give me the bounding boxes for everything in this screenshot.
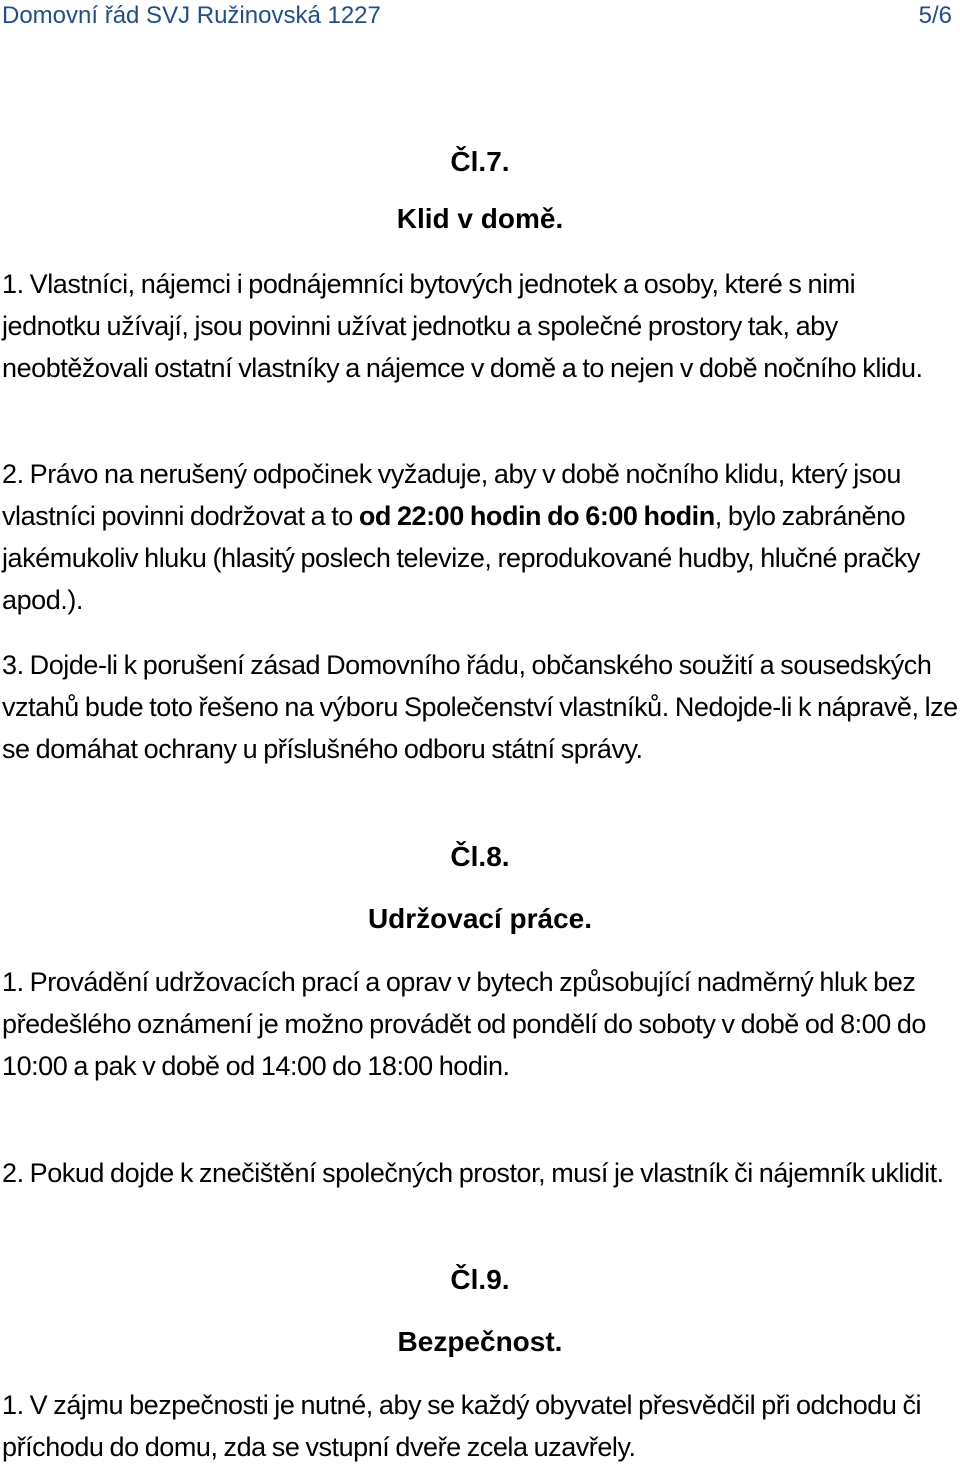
article-7-title: Klid v domě. [396,203,564,234]
article-7-paragraph-1: 1. Vlastníci, nájemci i podnájemníci bytových jednotek a osoby, které s nimi jednotku užívají, jsou povinni užívat jednotku a společné prostory tak, aby neobtěžovali ostatní vlastníky a nájemce v domě a to nejen v době nočního klidu. [2,269,923,383]
article-8-number: Čl.8. [450,841,510,872]
article-9-number: Čl.9. [450,1264,510,1295]
article-9-paragraph-1: 1. V zájmu bezpečnosti je nutné, aby se každý obyvatel přesvědčil při odchodu či příchodu do domu, zda se vstupní dveře zcela uzavřely. [2,1390,922,1462]
article-7-paragraph-2-text-end: , bylo zabráněno jakémukoliv hluku (hlasitý poslech televize, reprodukované hudby, hlučné pračky apod.). [2,501,920,615]
running-header [0,0,960,36]
article-8-paragraph-2: 2. Pokud dojde k znečištění společných prostor, musí je vlastník či nájemník uklidit. [2,1158,944,1188]
article-7-paragraph-2-text-start: 2. Právo na nerušený odpočinek vyžaduje, aby v době nočního klidu, který jsou vlastníci povinni dodržovat a to [2,459,901,531]
article-9-title: Bezpečnost. [397,1326,563,1357]
article-7-paragraph-3: 3. Dojde-li k porušení zásad Domovního řádu, občanského soužití a sousedských vztahů bude toto řešeno na výboru Společenství vlastníků. Nedojde-li k nápravě, lze se domáhat ochrany u příslušného odboru státní správy. [2,650,958,764]
article-8-paragraph-1: 1. Provádění udržovacích prací a oprav v bytech způsobující nadměrný hluk bez předešlého oznámení je možno provádět od pondělí do soboty v době od 8:00 do 10:00 a pak v době od 14:00 do 18:00 hodin. [2,967,926,1081]
article-7-number: Čl.7. [450,146,510,177]
article-8-title: Udržovací práce. [367,903,593,934]
quiet-hours-emphasis: od 22:00 hodin do 6:00 hodin [358,501,715,531]
document-title: Domovní řád SVJ Ružinovská 1227 [2,2,381,29]
page-number: 5/6 [918,2,952,29]
article-7-paragraph-2 [2,453,958,621]
